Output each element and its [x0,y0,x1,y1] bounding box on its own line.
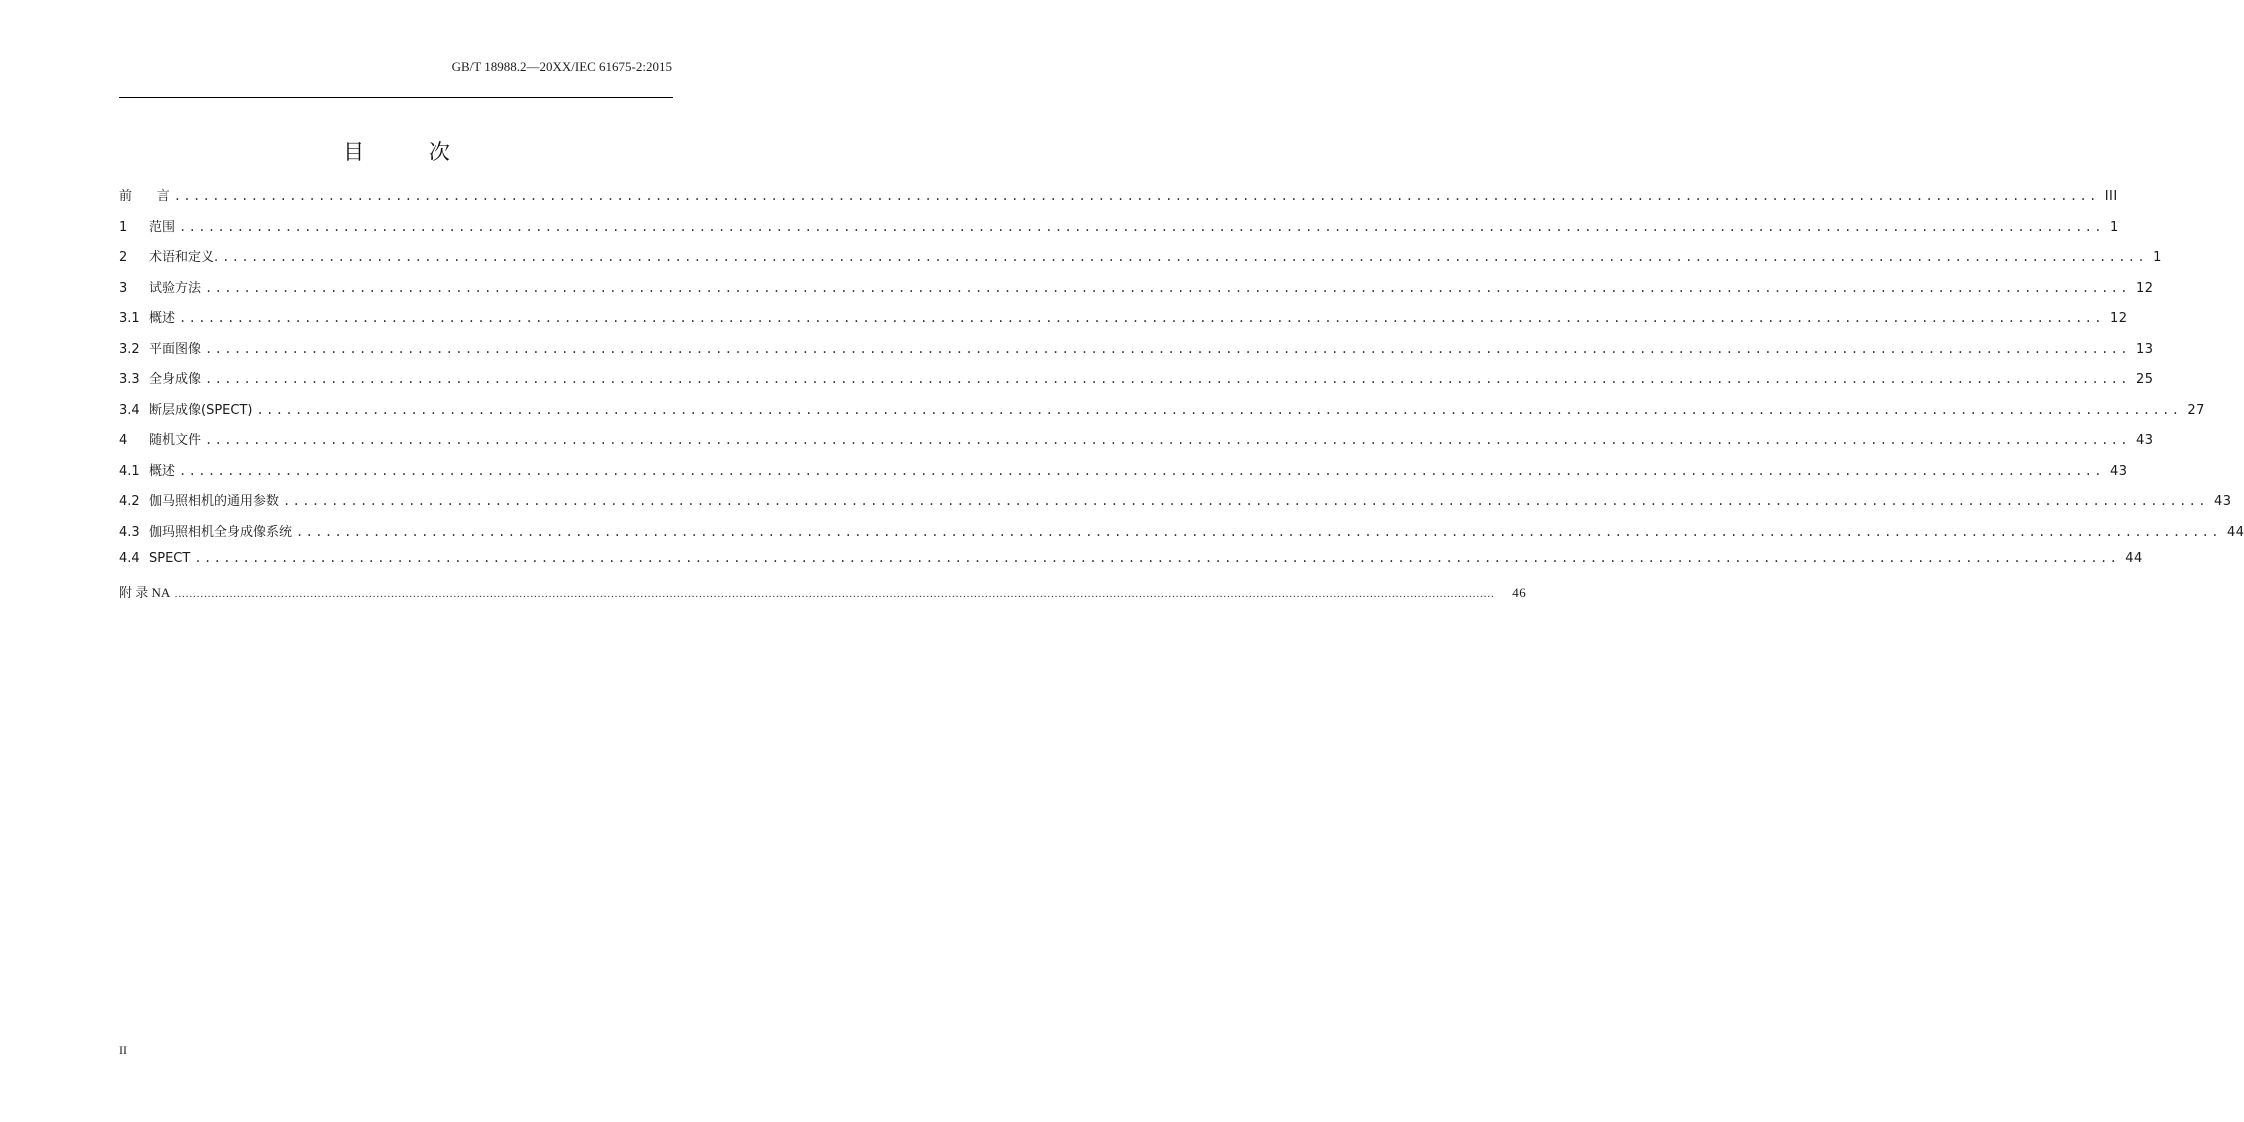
toc-entry-number: 1 [119,219,128,235]
toc-entry-number: 3.3 [119,372,140,387]
toc-entry-page: 12 [2135,280,2154,296]
toc-entry[interactable] [119,490,2232,521]
toc-leader-dots: ……………………………………………………………………………………………………………………………………………………………………………………………………………………………………………………………………………………………………………………………… [174,587,1495,600]
toc-entry[interactable] [119,521,2244,552]
toc-entry-number: 3.1 [119,311,140,326]
toc-entry-label: 术语和定义. [149,250,219,265]
toc-entry-number: 4 [119,433,128,448]
toc-entry-label: 随机文件 [149,433,202,448]
toc-entry[interactable] [119,460,2128,491]
toc-leader-dots: ........................................................................................................................................................................................................ [256,402,2182,417]
toc-entry[interactable] [119,216,2119,247]
toc-entry[interactable] [119,338,2154,369]
toc-entry-label: 伽玛照相机全身成像系统 [149,524,293,540]
toc-entry-label: SPECT [149,551,191,566]
toc-entry[interactable] [119,307,2128,338]
toc-entry-number: 2 [119,250,128,265]
toc-entry-page: 43 [2109,463,2128,479]
toc-entry-page: 13 [2135,341,2154,357]
toc-entry-page: 27 [2187,402,2205,418]
toc-entry-number: 4.2 [119,494,140,509]
toc-leader-dots: ........................................................................................................................................................................................................ [222,250,2148,264]
header-divider [119,97,673,98]
toc-leader-dots: ........................................................................................................................................................................................................ [194,551,2120,565]
toc-entry[interactable] [119,368,2154,399]
toc-entry[interactable] [119,399,2205,430]
toc-entry[interactable] [119,246,2162,277]
toc-leader-dots: ........................................................................................................................................................................................................ [173,189,2099,203]
toc-entry-page: 43 [2213,494,2232,509]
toc-entry-label: 范围 [149,219,176,235]
toc-entry-label: 概述 [149,311,176,326]
toc-leader-dots: ........................................................................................................................................................................................................ [296,524,2221,539]
toc-leader-dots: ........................................................................................................................................................................................................ [205,433,2130,447]
toc-leader-dots: ........................................................................................................................................................................................................ [205,341,2130,356]
toc-entry-number: 4.4 [119,551,140,566]
toc-entry[interactable] [119,551,2143,582]
toc-leader-dots: ........................................................................................................................................................................................................ [179,463,2104,478]
toc-entry-label: 附 录 NA [119,584,171,600]
toc-entry-page: 43 [2135,433,2154,448]
toc-entry-label: 断层成像(SPECT) [149,402,253,418]
toc-entry-page: 1 [2153,250,2162,265]
toc-entry-page: 44 [2226,524,2244,540]
toc-entry-label: 试验方法 [149,280,202,296]
toc-entry[interactable] [119,429,2154,460]
toc-leader-dots: ........................................................................................................................................................................................................ [179,311,2104,325]
toc-entry-label: 伽马照相机的通用参数 [149,494,280,509]
page-number: II [119,1043,127,1057]
toc-entry-page: 12 [2109,311,2128,326]
table-of-contents [119,185,2244,612]
toc-entry-page: 46 [1512,584,1527,600]
standard-code: GB/T 18988.2—20XX/IEC 61675-2:2015 [451,59,672,74]
toc-leader-dots: ........................................................................................................................................................................................................ [205,280,2130,295]
toc-entry-page: 44 [2125,551,2143,566]
toc-entry-label: 前 言 [119,189,170,204]
toc-entry-number: 3 [119,280,128,296]
toc-entry[interactable] [119,582,1527,613]
toc-entry-label: 平面图像 [149,341,202,357]
toc-leader-dots: ........................................................................................................................................................................................................ [283,494,2208,508]
toc-entry-number: 4.1 [119,463,140,479]
toc-entry-page: 25 [2135,372,2154,387]
toc-entry-number: 4.3 [119,524,140,540]
toc-leader-dots: ........................................................................................................................................................................................................ [179,219,2104,234]
toc-entry-number: 3.2 [119,341,140,357]
toc-entry-page: III [2104,189,2118,204]
toc-entry[interactable] [119,277,2154,308]
toc-entry[interactable] [119,185,2118,216]
toc-entry-page: 1 [2109,219,2119,235]
page-title: 目 次 [343,140,479,164]
toc-entry-label: 概述 [149,463,176,479]
toc-leader-dots: ........................................................................................................................................................................................................ [205,372,2130,386]
toc-entry-number: 3.4 [119,402,140,418]
toc-entry-label: 全身成像 [149,372,202,387]
